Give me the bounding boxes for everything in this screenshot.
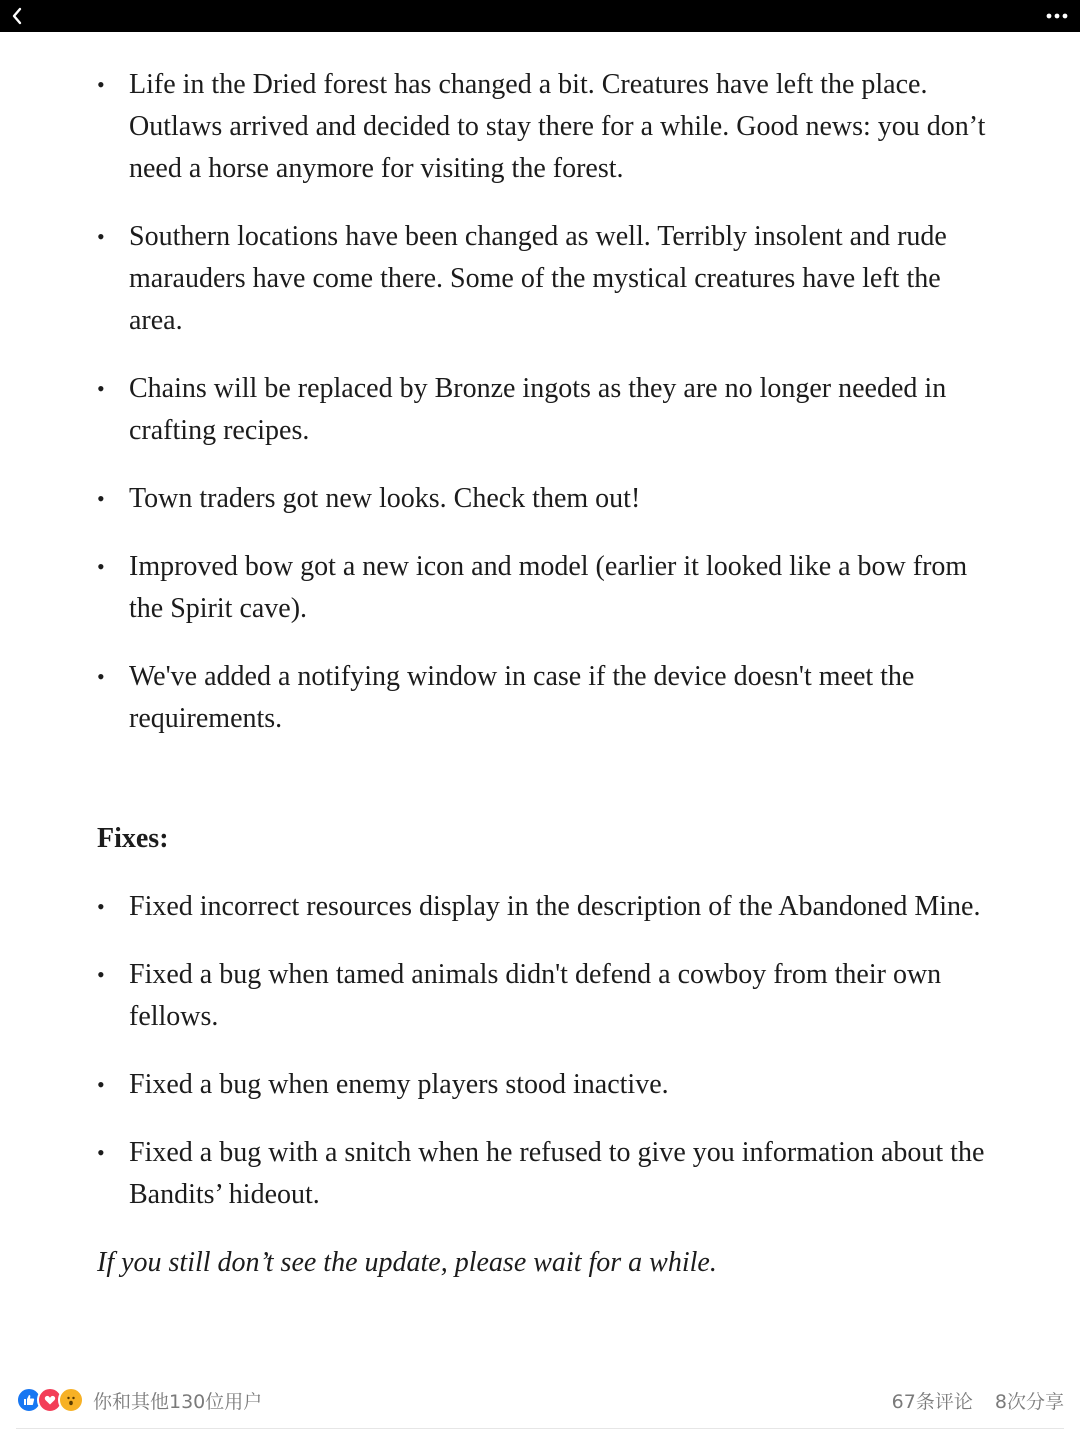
back-button[interactable]	[4, 3, 30, 29]
more-options-button[interactable]	[1042, 3, 1072, 29]
list-item: • Fixed a bug when enemy players stood inactive.	[97, 1064, 997, 1106]
list-item: • Fixed a bug with a snitch when he refused to give you information about the Bandits’ hideout.	[97, 1132, 997, 1216]
list-item: • Fixed incorrect resources display in the description of the Abandoned Mine.	[97, 886, 997, 928]
reactions[interactable]	[16, 1387, 262, 1414]
fixes-heading: Fixes:	[97, 823, 169, 854]
comments-count[interactable]: 67条评论	[891, 1390, 973, 1413]
shares-count[interactable]: 8次分享	[994, 1390, 1064, 1413]
closing-note: If you still don’t see the update, please wait for a while.	[97, 1247, 717, 1278]
list-item: • Improved bow got a new icon and model (earlier it looked like a bow from the Spirit cave).	[97, 546, 997, 630]
wow-icon	[58, 1387, 84, 1413]
list-item: • Town traders got new looks. Check them out!	[97, 478, 997, 520]
fixes-list	[97, 886, 997, 1216]
reactions-summary: 你和其他130位用户	[93, 1390, 263, 1413]
article-body	[97, 64, 997, 1312]
chevron-left-icon	[10, 6, 24, 26]
engagement-bar	[16, 1384, 1064, 1416]
divider	[16, 1428, 1064, 1429]
more-horizontal-icon	[1045, 12, 1069, 20]
list-item: • We've added a notifying window in case if the device doesn't meet the requirements.	[97, 656, 997, 740]
list-item: • Southern locations have been changed as well. Terribly insolent and rude marauders have come there. Some of the mystical creatures have left the area.	[97, 216, 997, 342]
list-item: • Life in the Dried forest has changed a bit. Creatures have left the place. Outlaws arrived and decided to stay there for a while. Good news: you don’t need a horse anymore for visiting the forest.	[97, 64, 997, 190]
list-item: • Chains will be replaced by Bronze ingots as they are no longer needed in crafting recipes.	[97, 368, 997, 452]
engagement-stats	[876, 1387, 1064, 1414]
top-bar	[0, 0, 1080, 32]
changes-list	[97, 64, 997, 740]
list-item: • Fixed a bug when tamed animals didn't defend a cowboy from their own fellows.	[97, 954, 997, 1038]
